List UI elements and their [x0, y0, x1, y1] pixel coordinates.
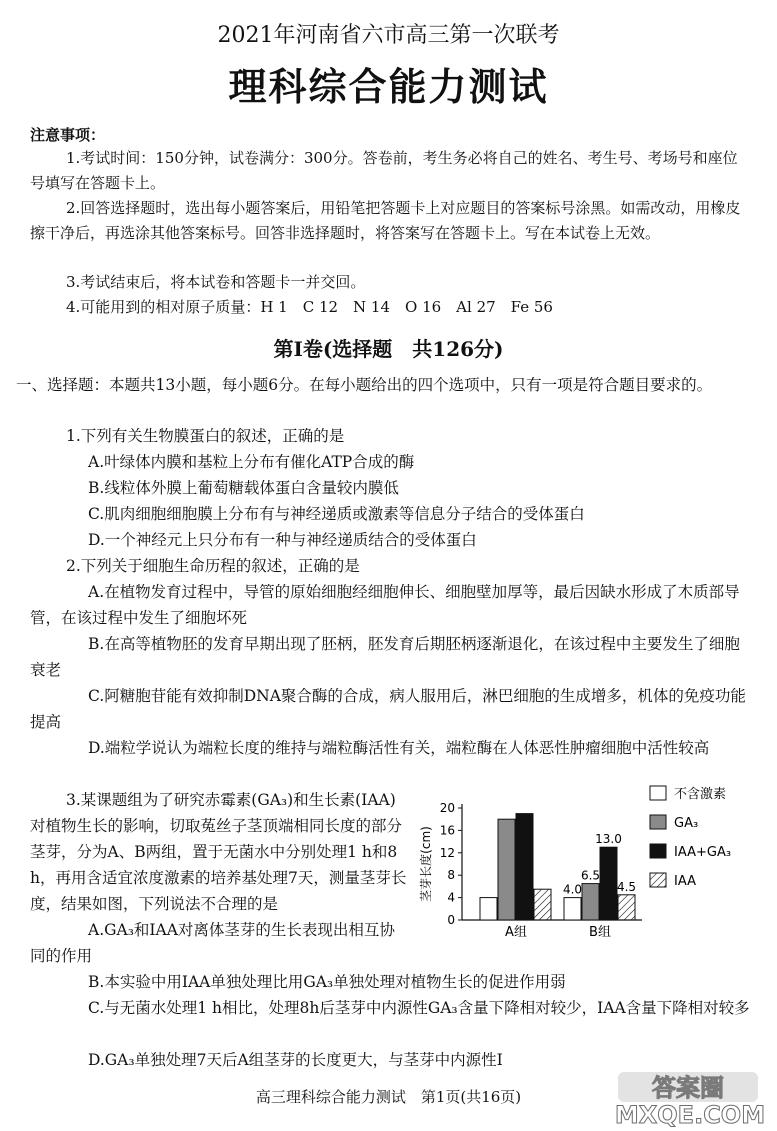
y-tick-label: 16 [439, 823, 455, 838]
svg-text:答案圈: 答案圈 [652, 1074, 724, 1102]
instruction-text: 一、选择题：本题共13小题，每小题6分。在每小题给出的四个选项中，只有一项是符合题目要求的。 [16, 376, 713, 394]
q3-option-c: C.与无菌水处理1 h相比，处理8h后茎芽中内源性GA₃含量下降相对较少，IAA含量下降相对较多 [88, 999, 750, 1017]
watermark-text: MXQE.COM [614, 1101, 766, 1128]
bar [516, 814, 533, 920]
bar [618, 895, 635, 920]
y-tick-label: 20 [439, 801, 455, 815]
note-2: 2.回答选择题时，选出每小题答案后，用铅笔把答题卡上对应题目的答案标号涂黑。如需改动，用橡皮擦干净后，再选涂其他答案标号。回答非选择题时，将答案写在答题卡上。写在本试卷上无效。 [30, 199, 741, 242]
exam-title: 2021年河南省六市高三第一次联考 [217, 23, 560, 48]
x-category-label: A组 [505, 925, 527, 940]
bar [498, 819, 515, 920]
legend-swatch [650, 786, 666, 800]
q1-option-a: A.叶绿体内膜和基粒上分布有催化ATP合成的酶 [88, 453, 415, 471]
notes-heading: 注意事项： [30, 126, 106, 144]
q1-option-b: B.线粒体外膜上葡萄糖载体蛋白含量较内膜低 [88, 479, 399, 497]
q3-option-b: B.本实验中用IAA单独处理比用GA₃单独处理对植物生长的促进作用弱 [88, 973, 566, 991]
page-footer: 高三理科综合能力测试 第1页(共16页) [255, 1088, 522, 1106]
watermark-logo [600, 1070, 770, 1128]
q3-stem: 3.某课题组为了研究赤霉素(GA₃)和生长素(IAA)对植物生长的影响，切取菟丝子茎顶端相同长度的部分茎芽，分为A、B两组，置于无菌水中分别处理1 h和8 h，再用含适宜浓度激素的培养基处理7天，测量茎芽长度，结果如图，下列说法不合理的是 [30, 791, 407, 913]
q2-option-a: A.在植物发育过程中，导管的原始细胞经细胞伸长、细胞壁加厚等，最后因缺水形成了木质部导管，在该过程中发生了细胞坏死 [30, 583, 740, 627]
q1-stem: 1.下列有关生物膜蛋白的叙述，正确的是 [66, 427, 345, 445]
section-instruction [16, 372, 746, 398]
q2-stem: 2.下列关于细胞生命历程的叙述，正确的是 [66, 557, 360, 575]
bar [534, 889, 551, 920]
legend-label: IAA [674, 874, 696, 889]
y-tick-label: 4 [447, 890, 455, 905]
legend-label: GA₃ [674, 816, 699, 831]
q1-option-c: C.肌肉细胞细胞膜上分布有与神经递质或激素等信息分子结合的受体蛋白 [88, 505, 585, 523]
bar [480, 898, 497, 920]
legend-label: 不含激素 [674, 787, 727, 802]
note-4: 4.可能用到的相对原子质量：H 1 C 12 N 14 O 16 Al 27 Fe 56 [66, 298, 553, 316]
note-3: 3.考试结束后，将本试卷和答题卡一并交回。 [66, 273, 366, 291]
q2-option-d: D.端粒学说认为端粒长度的维持与端粒酶活性有关，端粒酶在人体恶性肿瘤细胞中活性较高 [88, 739, 710, 757]
bar [582, 884, 599, 920]
data-label: 4.0 [562, 882, 583, 897]
q3-option-a: A.GA₃和IAA对离体茎芽的生长表现出相互协同的作用 [30, 921, 395, 965]
y-tick-label: 8 [447, 868, 455, 883]
y-axis-label: 茎芽长度(cm) [419, 826, 433, 902]
legend-swatch [650, 815, 666, 829]
data-label: 4.5 [616, 879, 637, 894]
q2-option-b: B.在高等植物胚的发育早期出现了胚柄，胚发育后期胚柄逐渐退化，在该过程中主要发生了细胞衰老 [30, 635, 740, 679]
legend-label: IAA+GA₃ [674, 845, 732, 860]
subject-title: 理科综合能力测试 [228, 64, 549, 109]
q1-option-d: D.一个神经元上只分布有一种与神经递质结合的受体蛋白 [88, 531, 477, 549]
y-tick-label: 0 [447, 913, 455, 927]
legend-swatch [650, 873, 666, 887]
y-tick-label: 12 [439, 845, 455, 860]
note-1: 1.考试时间：150分钟，试卷满分：300分。答卷前，考生务必将自己的姓名、考生号、考场号和座位号填写在答题卡上。 [30, 149, 738, 192]
data-label: 13.0 [595, 832, 622, 847]
q3-option-d: D.GA₃单独处理7天后A组茎芽的长度更大，与茎芽中内源性I [88, 1051, 503, 1069]
bar [564, 898, 581, 920]
bar [600, 847, 617, 920]
legend-swatch [650, 844, 666, 858]
section-title: 第Ⅰ卷(选择题 共126分) [273, 337, 504, 361]
x-category-label: B组 [589, 925, 611, 940]
bar-chart [410, 780, 760, 945]
q2-option-c: C.阿糖胞苷能有效抑制DNA聚合酶的合成，病人服用后，淋巴细胞的生成增多，机体的免疫功能提高 [30, 687, 746, 731]
data-label: 6.5 [580, 868, 601, 883]
